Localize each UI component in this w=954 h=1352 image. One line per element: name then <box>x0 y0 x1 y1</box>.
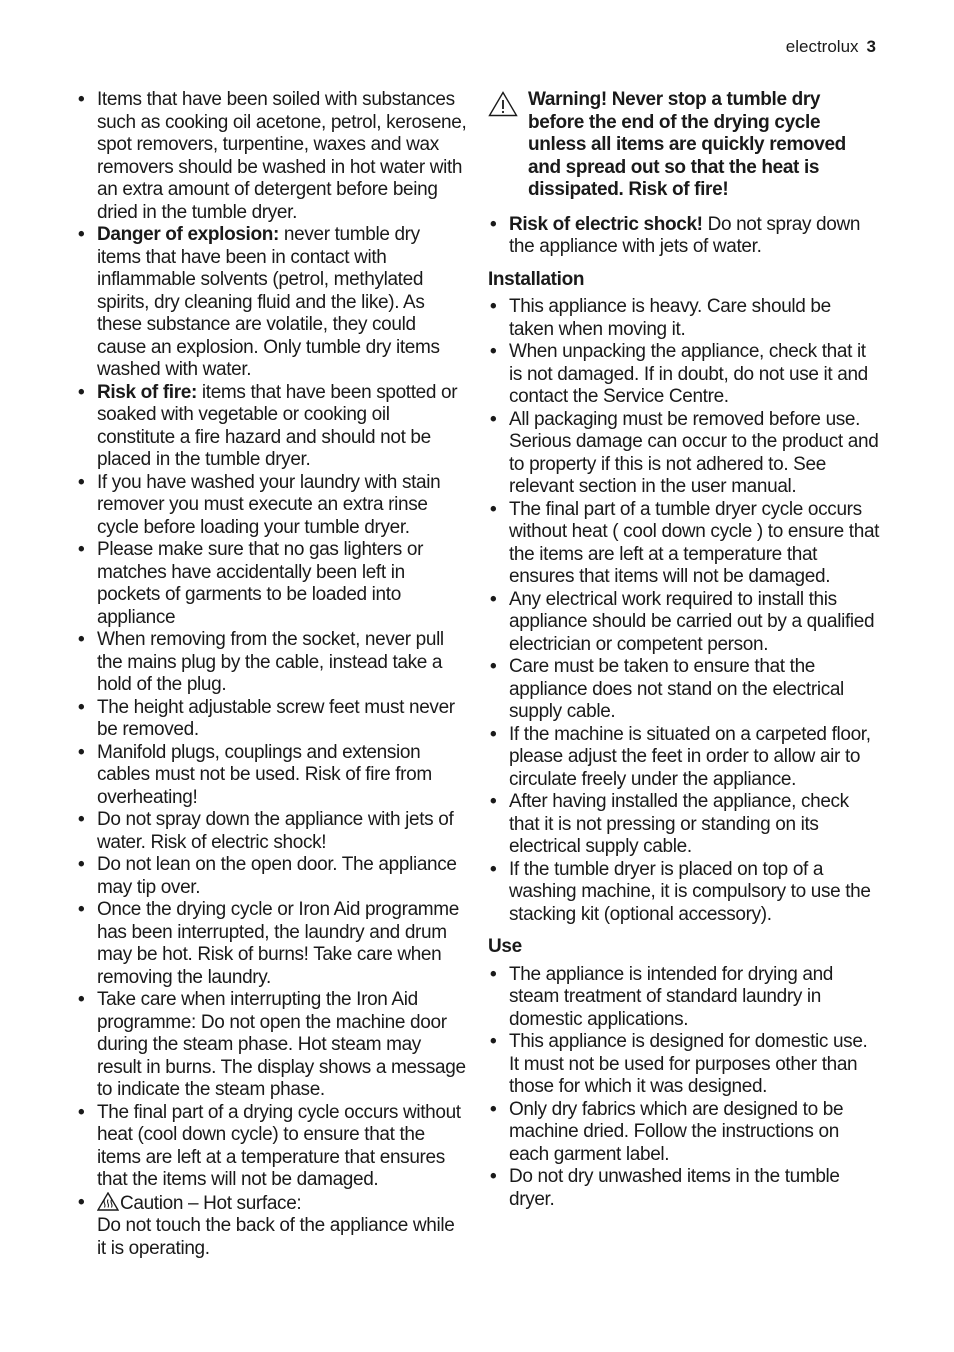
warning-triangle-icon <box>488 91 518 117</box>
bullet: • <box>78 1191 85 1213</box>
right-column <box>488 89 880 1211</box>
bullet: • <box>490 1098 497 1120</box>
bullet: • <box>78 224 85 245</box>
list-item <box>76 382 468 472</box>
list-item <box>76 899 468 989</box>
bullet: • <box>490 963 497 985</box>
list-item <box>76 989 468 1102</box>
item-text: Once the drying cycle or Iron Aid programme has been interrupted, the laundry and drum may be hot. Risk of burns! Take care when removing the laundry. <box>97 899 459 988</box>
electric-shock-list <box>488 214 880 259</box>
item-text: Only dry fabrics which are designed to be machine dried. Follow the instructions on each garment label. <box>509 1098 844 1165</box>
bullet: • <box>78 899 85 920</box>
bullet: • <box>78 629 85 650</box>
list-item <box>488 296 880 341</box>
list-item <box>488 1166 880 1211</box>
list-item <box>488 859 880 927</box>
item-text: The final part of a drying cycle occurs without heat (cool down cycle) to ensure that the items are left at a temperature that ensures that the items will not be damaged. <box>97 1101 461 1190</box>
item-text: Care must be taken to ensure that the appliance does not stand on the electrical supply cable. <box>509 656 844 722</box>
bullet: • <box>490 296 497 317</box>
item-emphasis: Danger of explosion: <box>97 224 279 245</box>
bullet: • <box>78 741 85 763</box>
list-item <box>76 539 468 629</box>
bullet: • <box>490 723 497 745</box>
item-text: Take care when interrupting the Iron Aid programme: Do not open the machine door during the steam phase. Hot steam may result in burns. The display shows a message to indicate the steam phase. <box>97 989 466 1100</box>
list-item <box>488 964 880 1032</box>
caution-text: Do not touch the back of the appliance while it is operating. <box>97 1215 455 1259</box>
page-header <box>786 36 876 58</box>
item-text: This appliance is designed for domestic use. It must not be used for purposes other than those for which it was designed. <box>509 1031 868 1097</box>
list-item <box>76 1102 468 1192</box>
bullet: • <box>490 213 497 235</box>
list-item <box>76 1192 468 1261</box>
list-item <box>76 854 468 899</box>
safety-list <box>76 89 468 1192</box>
use-heading: Use <box>488 936 522 957</box>
bullet: • <box>78 539 85 560</box>
caution-title: Caution – Hot surface: <box>120 1192 302 1214</box>
item-text: The appliance is intended for drying and steam treatment of standard laundry in domestic applications. <box>509 963 834 1030</box>
item-text: Items that have been soiled with substances such as cooking oil acetone, petrol, kerosene, spot removers, turpentine, waxes and wax removers should be washed in hot water with an extra amount of detergent before being dried in the tumble dryer. <box>97 89 467 223</box>
bullet: • <box>78 1101 85 1123</box>
item-text: Do not lean on the open door. The appliance may tip over. <box>97 854 457 898</box>
bullet: • <box>490 408 497 430</box>
bullet: • <box>490 1166 497 1187</box>
item-emphasis: Risk of electric shock! <box>509 213 703 235</box>
item-text: All packaging must be removed before use. Serious damage can occur to the product and to property if this is not adhered to. See relevant section in the user manual. <box>509 408 879 497</box>
bullet: • <box>490 588 497 610</box>
item-text: If the machine is situated on a carpeted floor, please adjust the feet in order to allow air to circulate freely under the appliance. <box>509 723 871 790</box>
bullet: • <box>78 989 85 1010</box>
bullet: • <box>78 471 85 493</box>
list-item <box>76 697 468 742</box>
item-text: This appliance is heavy. Care should be taken when moving it. <box>509 296 831 340</box>
bullet: • <box>490 341 497 362</box>
list-item <box>488 1031 880 1099</box>
hot-surface-caution-icon <box>97 1192 119 1211</box>
item-emphasis: Risk of fire: <box>97 381 197 403</box>
item-text: Do not spray down the appliance with jets of water. <box>509 213 861 257</box>
item-text: The final part of a tumble dryer cycle occurs without heat ( cool down cycle ) to ensure that the items are left at a temperature that ensures that items will not be damaged. <box>509 498 880 587</box>
bullet: • <box>490 1031 497 1052</box>
item-text: If you have washed your laundry with stain remover you must execute an extra rinse cycle before loading your tumble dryer. <box>97 471 441 538</box>
bullet: • <box>490 656 497 677</box>
bullet: • <box>490 858 497 880</box>
bullet: • <box>78 696 85 718</box>
list-item <box>488 499 880 589</box>
item-text: When removing from the socket, never pull the mains plug by the cable, instead take a hold of the plug. <box>97 629 444 695</box>
list-item <box>488 1099 880 1167</box>
installation-heading: Installation <box>488 268 585 290</box>
installation-list <box>488 296 880 926</box>
list-item <box>76 224 468 382</box>
item-text: items that have been spotted or soaked with vegetable or cooking oil constitute a fire hazard and should not be placed in the tumble dryer. <box>97 381 458 470</box>
list-item <box>488 409 880 499</box>
bullet: • <box>78 809 85 830</box>
item-text: Any electrical work required to install this appliance should be carried out by a qualified electrician or competent person. <box>509 588 875 655</box>
list-item <box>488 724 880 792</box>
warning-block <box>488 89 880 202</box>
list-item <box>76 742 468 810</box>
list-item <box>488 341 880 409</box>
bullet: • <box>490 791 497 812</box>
list-item <box>76 89 468 224</box>
item-text: If the tumble dryer is placed on top of a washing machine, it is compulsory to use the stacking kit (optional accessory). <box>509 858 871 925</box>
brand-name: electrolux <box>785 37 859 56</box>
use-list <box>488 964 880 1212</box>
item-text: Do not dry unwashed items in the tumble dryer. <box>509 1166 840 1210</box>
caution-list <box>76 1192 468 1261</box>
list-item <box>488 214 880 259</box>
list-item <box>488 589 880 657</box>
item-text: Do not spray down the appliance with jets of water. Risk of electric shock! <box>97 809 454 853</box>
bullet: • <box>78 381 85 403</box>
item-text: When unpacking the appliance, check that it is not damaged. If in doubt, do not use it and contact the Service Centre. <box>509 341 868 407</box>
warning-text: Warning! Never stop a tumble dry before the end of the drying cycle unless all items are quickly removed and spread out so that the heat is dissipated. Risk of fire! <box>528 89 846 200</box>
bullet: • <box>78 854 85 875</box>
bullet: • <box>78 89 85 110</box>
list-item <box>76 809 468 854</box>
list-item <box>488 791 880 859</box>
list-item <box>488 656 880 724</box>
item-text: The height adjustable screw feet must never be removed. <box>97 696 455 740</box>
item-text: Please make sure that no gas lighters or matches have accidentally been left in pockets of garments to be loaded into appliance <box>97 539 424 628</box>
left-column <box>76 89 468 1260</box>
page-number: 3 <box>866 37 876 56</box>
list-item <box>76 629 468 697</box>
list-item <box>76 472 468 540</box>
bullet: • <box>490 498 497 520</box>
item-text: After having installed the appliance, check that it is not pressing or standing on its electrical supply cable. <box>509 791 849 857</box>
item-text: never tumble dry items that have been in contact with inflammable solvents (petrol, methylated spirits, dry cleaning fluid and the like). As these substance are volatile, they could cause an explosion. Only tumble dry items washed with water. <box>97 224 440 380</box>
item-text: Manifold plugs, couplings and extension cables must not be used. Risk of fire from overheating! <box>97 741 432 808</box>
